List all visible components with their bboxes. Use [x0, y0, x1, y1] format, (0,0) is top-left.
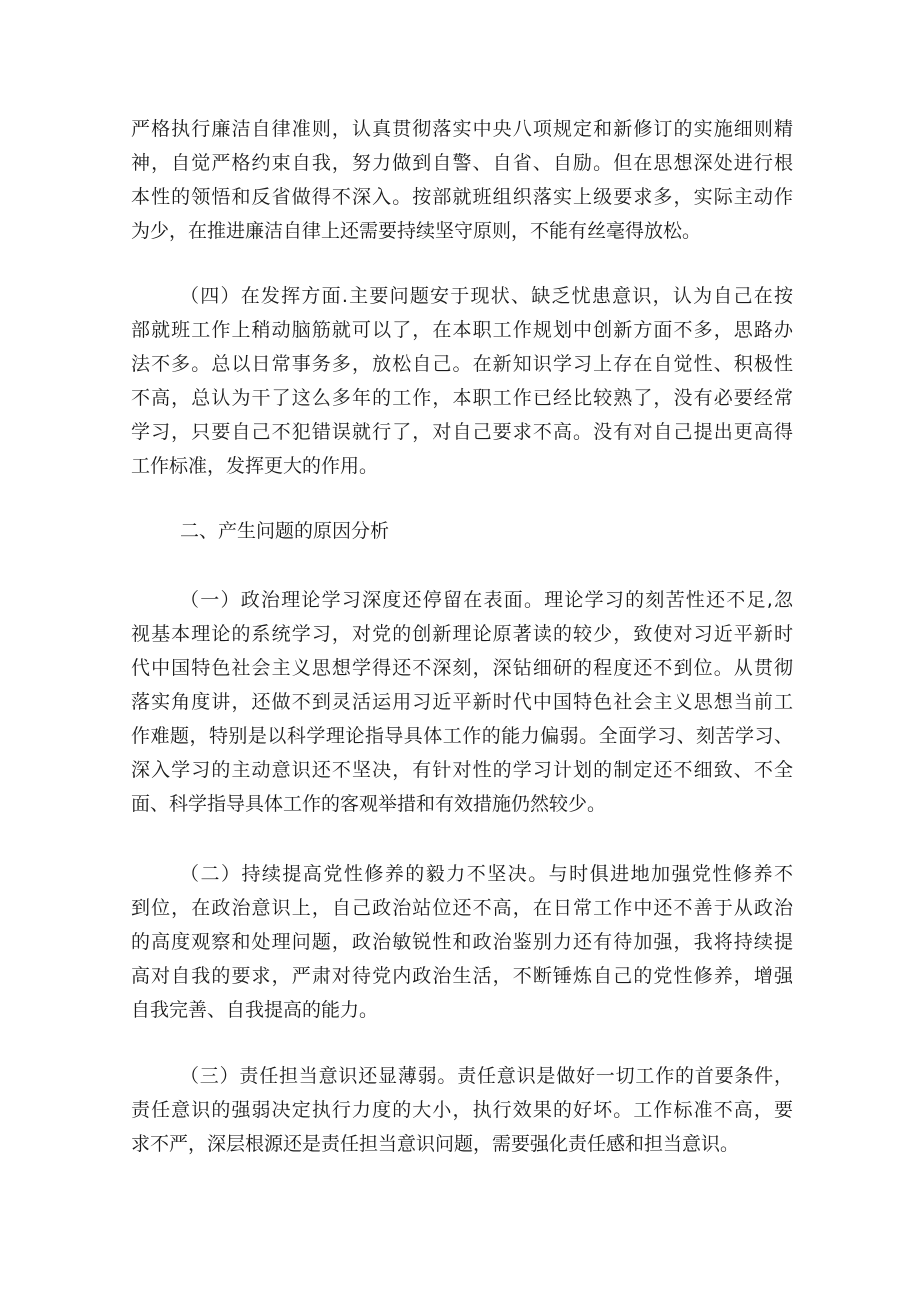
paragraph-cause-two	[131, 857, 793, 1027]
text-line: （二）持续提高党性修养的毅力不坚决。与时俱进地加强党性修养不	[180, 863, 793, 885]
text-line: 到位，在政治意识上，自己政治站位还不高，在日常工作中还不善于从政治	[131, 897, 793, 919]
text-line: 法不多。总以日常事务多，放松自己。在新知识学习上存在自觉性、积极性	[131, 353, 793, 375]
text-line: 不高，总认为干了这么多年的工作，本职工作已经比较熟了，没有必要经常	[131, 387, 793, 409]
text-line: 深入学习的主动意识还不坚决，有针对性的学习计划的制定还不细致、不全	[131, 759, 793, 781]
text-line: （四）在发挥方面.主要问题安于现状、缺乏忧患意识，认为自己在按	[180, 285, 793, 307]
text-line: 视基本理论的系统学习，对党的创新理论原著读的较少，致使对习近平新时	[131, 623, 793, 645]
paragraph-cause-three	[131, 1059, 793, 1161]
text-line: 自我完善、自我提高的能力。	[131, 999, 379, 1021]
text-line: 的高度观察和处理问题，政治敏锐性和政治鉴别力还有待加强，我将持续提	[131, 931, 793, 953]
text-line: 落实角度讲，还做不到灵活运用习近平新时代中国特色社会主义思想当前工	[131, 691, 793, 713]
text-line: 代中国特色社会主义思想学得还不深刻，深钻细研的程度还不到位。从贯彻	[131, 657, 793, 679]
text-line: 责任意识的强弱决定执行力度的大小，执行效果的好坏。工作标准不高，要	[131, 1099, 793, 1121]
text-line: （一）政治理论学习深度还停留在表面。理论学习的刻苦性还不足,忽	[180, 589, 793, 611]
text-line: 高对自我的要求，严肃对待党内政治生活，不断锤炼自己的党性修养，增强	[131, 965, 793, 987]
text-line: 面、科学指导具体工作的客观举措和有效措施仍然较少。	[131, 793, 607, 815]
text-line: 作难题，特别是以科学理论指导具体工作的能力偏弱。全面学习、刻苦学习、	[131, 725, 793, 747]
text-line: 二、产生问题的原因分析	[180, 520, 390, 542]
paragraph-self-discipline	[131, 112, 793, 248]
text-line: 严格执行廉洁自律准则，认真贯彻落实中央八项规定和新修订的实施细则精	[131, 118, 793, 140]
section-heading-cause-analysis	[131, 514, 793, 548]
text-line: 本性的领悟和反省做得不深入。按部就班组织落实上级要求多，实际主动作	[131, 186, 793, 208]
text-line: 求不严，深层根源还是责任担当意识问题，需要强化责任感和担当意识。	[131, 1133, 740, 1155]
text-line: 学习，只要自己不犯错误就行了，对自己要求不高。没有对自己提出更高得	[131, 421, 793, 443]
paragraph-cause-one	[131, 583, 793, 821]
text-line: 工作标准，发挥更大的作用。	[131, 455, 379, 477]
text-line: 为少，在推进廉洁自律上还需要持续坚守原则，不能有丝毫得放松。	[131, 220, 702, 242]
text-line: 部就班工作上稍动脑筋就可以了，在本职工作规划中创新方面不多，思路办	[131, 319, 793, 341]
paragraph-section-four	[131, 279, 793, 483]
text-line: （三）责任担当意识还显薄弱。责任意识是做好一切工作的首要条件，	[180, 1065, 793, 1087]
text-line: 神，自觉严格约束自我，努力做到自警、自省、自励。但在思想深处进行根	[131, 152, 793, 174]
